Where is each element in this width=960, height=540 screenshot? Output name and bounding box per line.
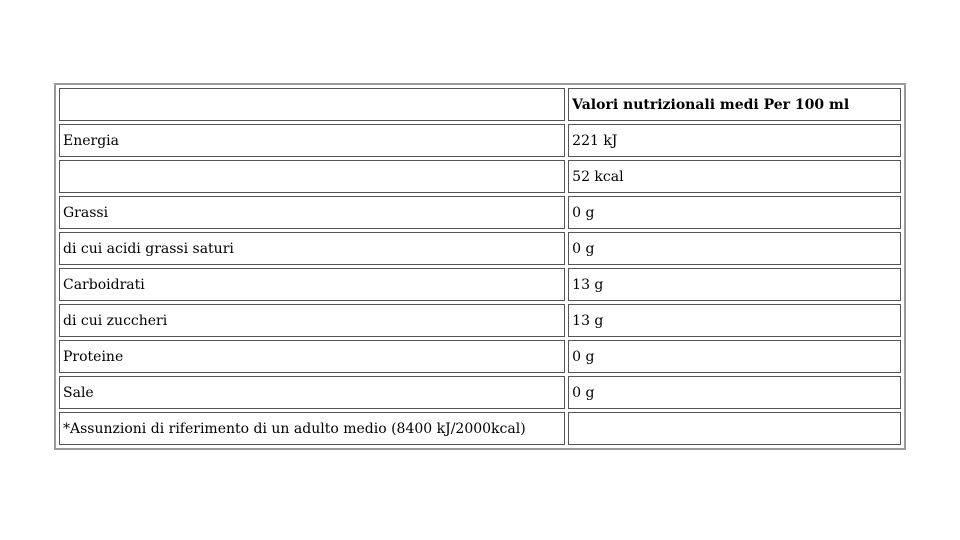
header-value-cell: Valori nutrizionali medi Per 100 ml <box>568 88 901 121</box>
table-row <box>59 304 901 337</box>
nutrient-label: Energia <box>59 124 565 157</box>
nutrient-value: 0 g <box>568 196 901 229</box>
table-row <box>59 376 901 409</box>
nutrient-label: Carboidrati <box>59 268 565 301</box>
nutrient-label: Grassi <box>59 196 565 229</box>
nutrient-value: 0 g <box>568 232 901 265</box>
table-row <box>59 196 901 229</box>
header-label-cell <box>59 88 565 121</box>
footnote-label: *Assunzioni di riferimento di un adulto medio (8400 kJ/2000kcal) <box>59 412 565 445</box>
nutrient-value: 13 g <box>568 268 901 301</box>
nutrient-value: 221 kJ <box>568 124 901 157</box>
nutrient-label: di cui zuccheri <box>59 304 565 337</box>
table-row <box>59 124 901 157</box>
nutrition-table <box>54 83 906 450</box>
table-row <box>59 160 901 193</box>
table-footnote-row <box>59 412 901 445</box>
nutrient-value: 52 kcal <box>568 160 901 193</box>
nutrient-label: Proteine <box>59 340 565 373</box>
nutrient-value: 13 g <box>568 304 901 337</box>
footnote-value <box>568 412 901 445</box>
nutrient-label <box>59 160 565 193</box>
nutrient-label: di cui acidi grassi saturi <box>59 232 565 265</box>
table-header-row <box>59 88 901 121</box>
table-row <box>59 268 901 301</box>
nutrient-value: 0 g <box>568 376 901 409</box>
nutrient-value: 0 g <box>568 340 901 373</box>
table-row <box>59 340 901 373</box>
nutrient-label: Sale <box>59 376 565 409</box>
table-row <box>59 232 901 265</box>
